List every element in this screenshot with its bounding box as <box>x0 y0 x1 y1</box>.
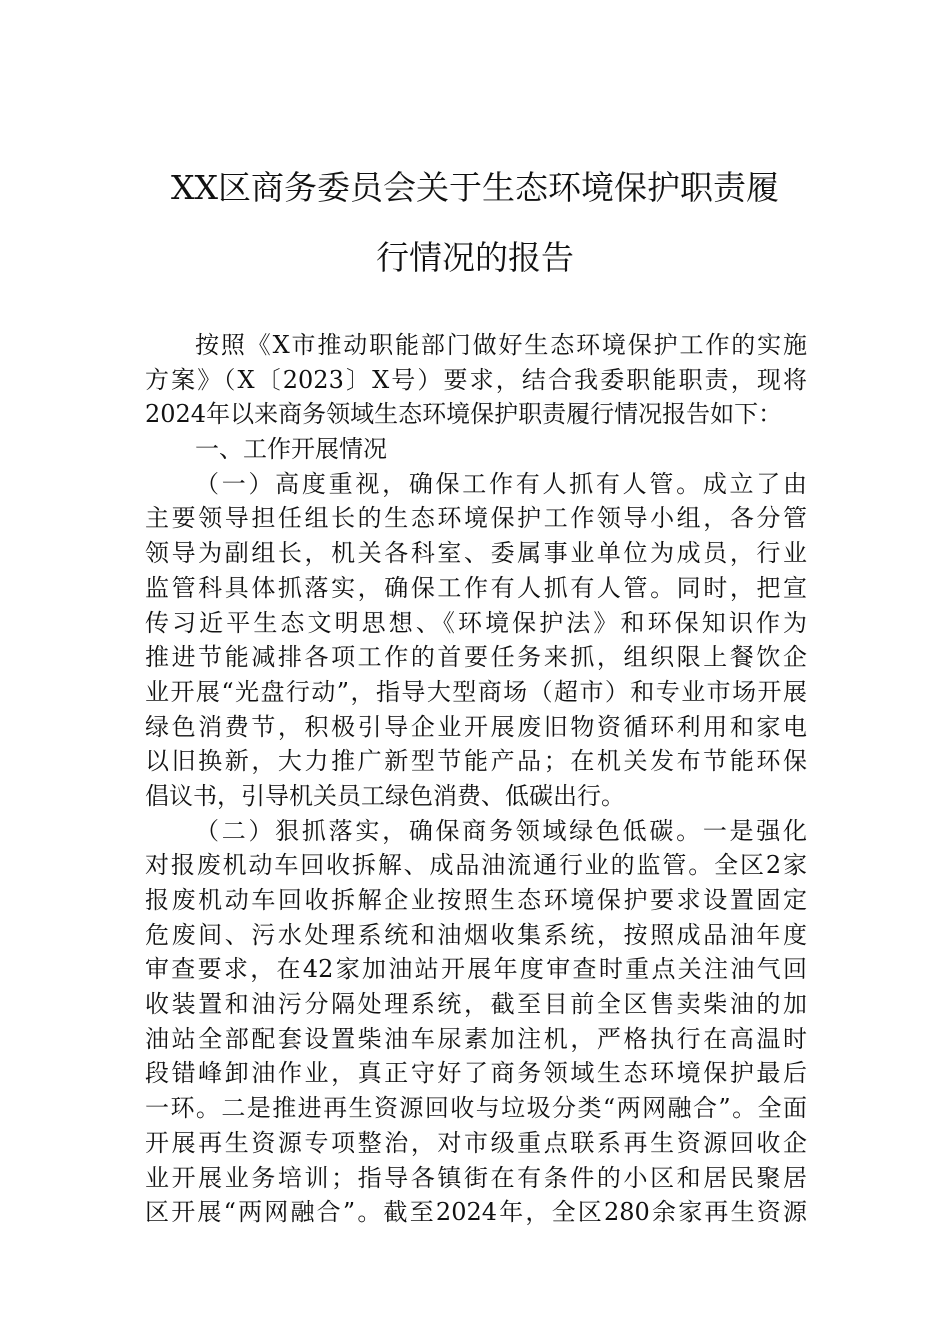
document-title-line-2: 行情况的报告 <box>376 238 574 277</box>
text-line: 2024年以来商务领域生态环境保护职责履行情况报告如下： <box>145 400 783 429</box>
paragraph <box>145 814 807 1230</box>
paragraph <box>145 432 807 467</box>
text-line: 审查要求，在42家加油站开展年度审查时重点关注油气回 <box>145 955 807 984</box>
text-line: 业开展业务培训；指导各镇街在有条件的小区和居民聚居 <box>145 1163 807 1192</box>
text-line: 段错峰卸油作业，真正守好了商务领域生态环境保护最后 <box>145 1059 807 1088</box>
paragraph <box>145 328 807 432</box>
text-line: 按照《X市推动职能部门做好生态环境保护工作的实施 <box>195 331 807 359</box>
text-line: 开展再生资源专项整治，对市级重点联系再生资源回收企 <box>145 1128 807 1157</box>
text-line: 推进节能减排各项工作的首要任务来抓，组织限上餐饮企 <box>145 643 807 672</box>
text-line: 一环。二是推进再生资源回收与垃圾分类“两网融合”。全面 <box>145 1094 807 1123</box>
text-line: 方案》（X〔2023〕X号）要求，结合我委职能职责，现将 <box>145 365 807 394</box>
text-line: 绿色消费节，积极引导企业开展废旧物资循环利用和家电 <box>145 712 807 741</box>
document-title-line-1: XX区商务委员会关于生态环境保护职责履 <box>171 168 779 207</box>
paragraph <box>145 467 807 814</box>
text-line: 主要领导担任组长的生态环境保护工作领导小组，各分管 <box>145 504 807 533</box>
text-line: 倡议书，引导机关员工绿色消费、低碳出行。 <box>145 781 625 810</box>
text-line: 一、工作开展情况 <box>195 435 387 464</box>
text-line: 油站全部配套设置柴油车尿素加注机，严格执行在高温时 <box>145 1024 807 1053</box>
text-line: 危废间、污水处理系统和油烟收集系统，按照成品油年度 <box>145 920 807 949</box>
text-line: 业开展“光盘行动”，指导大型商场（超市）和专业市场开展 <box>145 677 807 706</box>
text-line: 以旧换新，大力推广新型节能产品；在机关发布节能环保 <box>145 747 807 776</box>
text-line: 传习近平生态文明思想、《环境保护法》和环保知识作为 <box>145 608 807 637</box>
text-line: 对报废机动车回收拆解、成品油流通行业的监管。全区2家 <box>145 851 807 880</box>
text-line: （一）高度重视，确保工作有人抓有人管。成立了由 <box>195 469 807 498</box>
text-line: 报废机动车回收拆解企业按照生态环境保护要求设置固定 <box>145 886 807 914</box>
text-line: 领导为副组长，机关各科室、委属事业单位为成员，行业 <box>145 539 807 568</box>
text-line: 区开展“两网融合”。截至2024年，全区280余家再生资源 <box>145 1198 807 1227</box>
text-line: 收装置和油污分隔处理系统，截至目前全区售卖柴油的加 <box>145 990 807 1019</box>
document-body <box>145 328 807 1230</box>
text-line: （二）狠抓落实，确保商务领域绿色低碳。一是强化 <box>195 816 807 845</box>
text-line: 监管科具体抓落实，确保工作有人抓有人管。同时，把宣 <box>145 573 807 602</box>
